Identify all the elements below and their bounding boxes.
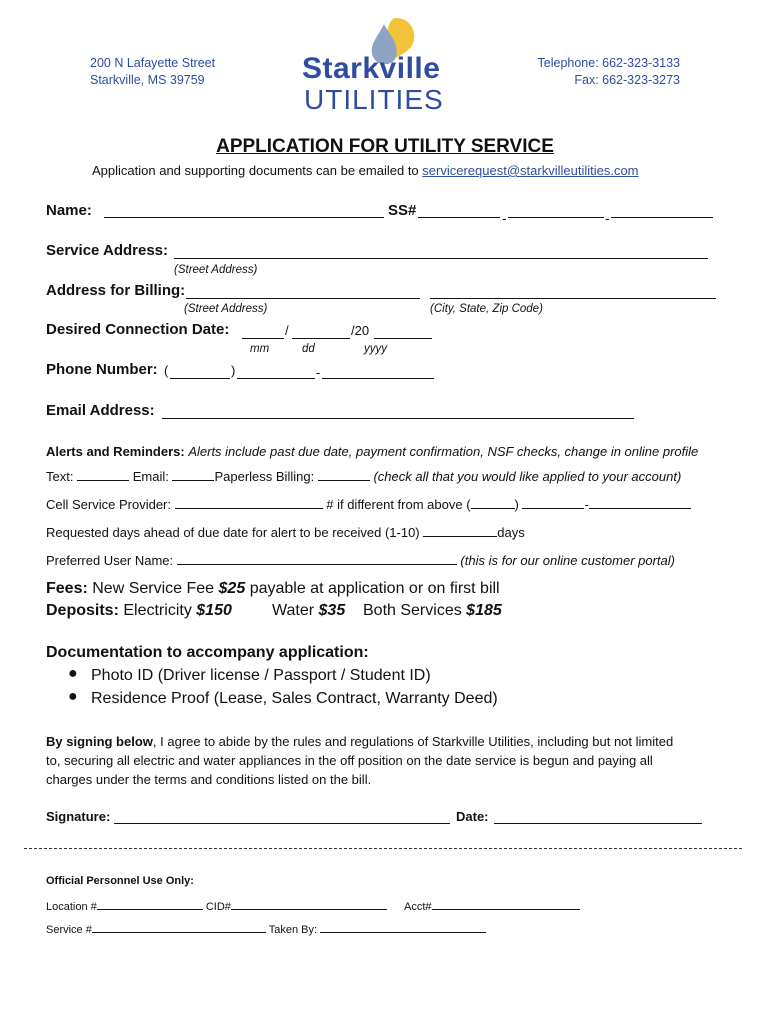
logo-utilities: UTILITIES <box>304 84 444 115</box>
agreement-line-3: charges under the terms and conditions listed on the bill. <box>46 772 372 787</box>
connection-day-field[interactable] <box>292 324 350 339</box>
phone-close-paren: ) <box>231 363 236 378</box>
official-row-2 <box>46 921 486 936</box>
email-field[interactable] <box>162 404 634 419</box>
taken-by-field[interactable] <box>320 921 486 933</box>
documentation-item-2: Residence Proof (Lease, Sales Contract, Warranty Deed) <box>91 690 498 707</box>
alt-line-field[interactable] <box>589 495 691 509</box>
signature-field[interactable] <box>114 810 450 824</box>
company-logo <box>300 14 460 114</box>
service-address-label: Service Address: <box>46 242 169 259</box>
dd-caption: dd <box>302 343 315 355</box>
acct-group <box>404 898 580 913</box>
fees-amount: $25 <box>218 580 246 597</box>
date-twenty: /20 <box>351 323 370 338</box>
fees-tail: payable at application or on first bill <box>249 580 500 597</box>
days-ahead-line <box>46 523 525 540</box>
acct-label: Acct# <box>404 901 432 913</box>
check-note: (check all that you would like applied to your account) <box>373 469 682 484</box>
days-ahead-label: Requested days ahead of due date for alert to be received (1-10) <box>46 525 420 540</box>
preferred-user-line <box>46 551 675 568</box>
paperless-label: Paperless Billing: <box>214 469 315 484</box>
preferred-user-field[interactable] <box>177 551 457 565</box>
agreement-bold: By signing below <box>46 734 153 749</box>
phone-area-field[interactable] <box>170 364 230 379</box>
yyyy-caption: yyyy <box>364 343 387 355</box>
cid-label: CID# <box>205 901 231 913</box>
fees-label: Fees: <box>46 580 88 597</box>
phone-dash: - <box>316 365 321 380</box>
ss-field-2[interactable] <box>508 203 604 218</box>
days-label: days <box>497 525 525 540</box>
phone-prefix-field[interactable] <box>237 364 315 379</box>
name-field[interactable] <box>104 203 384 218</box>
address-line-2: Starkville, MS 39759 <box>90 73 205 87</box>
page-title: APPLICATION FOR UTILITY SERVICE <box>216 136 554 157</box>
connection-month-field[interactable] <box>242 324 284 339</box>
alerts-line <box>46 444 698 459</box>
documentation-item-1: Photo ID (Driver license / Passport / Student ID) <box>91 667 431 684</box>
ss-field-3[interactable] <box>611 203 713 218</box>
electricity-label: Electricity <box>123 602 192 619</box>
phone-line-field[interactable] <box>322 364 434 379</box>
service-number-label: Service # <box>46 924 92 936</box>
alert-options-line <box>46 467 681 484</box>
deposits-label: Deposits: <box>46 602 119 619</box>
official-row-1 <box>46 898 387 913</box>
alerts-heading: Alerts and Reminders: <box>46 444 185 459</box>
address-line-1: 200 N Lafayette Street <box>90 56 216 70</box>
intro-email-link[interactable]: servicerequest@starkvilleutilities.com <box>422 163 639 178</box>
email-alert-label: Email: <box>132 469 169 484</box>
ss-dash: - <box>605 210 610 226</box>
fees-line <box>46 580 500 598</box>
paperless-checkbox-field[interactable] <box>318 467 370 481</box>
text-checkbox-field[interactable] <box>77 467 129 481</box>
service-street-caption: (Street Address) <box>174 264 258 276</box>
intro-text: Application and supporting documents can be emailed to <box>92 163 419 178</box>
cell-provider-field[interactable] <box>175 495 323 509</box>
connection-year-field[interactable] <box>374 324 432 339</box>
bullet-icon: ● <box>68 665 78 682</box>
email-checkbox-field[interactable] <box>172 467 214 481</box>
electricity-amount: $150 <box>196 602 232 619</box>
ss-label: SS# <box>388 202 417 219</box>
both-deposit <box>363 602 502 620</box>
taken-by-label: Taken By: <box>268 924 318 936</box>
email-label: Email Address: <box>46 402 155 419</box>
text-label: Text: <box>46 469 74 484</box>
official-heading: Official Personnel Use Only: <box>46 875 194 887</box>
cell-provider-line: Cell Service Provider: # if different from above ( ) - <box>46 495 691 512</box>
cell-provider-label: Cell Service Provider: <box>46 497 171 512</box>
fees-text: New Service Fee <box>92 580 215 597</box>
service-number-field[interactable] <box>92 921 266 933</box>
agreement-line-1 <box>46 734 673 749</box>
intro-line <box>92 163 639 178</box>
portal-note: (this is for our online customer portal) <box>460 553 675 568</box>
cut-line-divider <box>24 848 742 849</box>
date-label: Date: <box>456 809 489 824</box>
ss-field-1[interactable] <box>418 203 500 218</box>
alt-prefix-field[interactable] <box>522 495 584 509</box>
billing-city-field[interactable] <box>430 284 716 299</box>
water-label: Water <box>272 602 315 619</box>
location-label: Location # <box>46 901 97 913</box>
bullet-icon: ● <box>68 688 78 705</box>
water-deposit <box>272 602 345 620</box>
logo-starkville: Starkville <box>302 52 441 85</box>
water-amount: $35 <box>318 602 346 619</box>
ss-dash: - <box>502 210 507 226</box>
agreement-text-1: , I agree to abide by the rules and regulations of Starkville Utilities, including but not limited <box>152 734 674 749</box>
date-slash: / <box>285 323 289 338</box>
alt-area-field[interactable] <box>471 495 515 509</box>
billing-street-field[interactable] <box>186 284 420 299</box>
mm-caption: mm <box>250 343 270 355</box>
service-address-field[interactable] <box>174 244 708 259</box>
days-ahead-field[interactable] <box>423 523 497 537</box>
name-label: Name: <box>46 202 92 219</box>
connection-date-label: Desired Connection Date: <box>46 321 230 338</box>
phone-label: Phone Number: <box>46 361 158 378</box>
acct-field[interactable] <box>432 898 580 910</box>
alerts-description: Alerts include past due date, payment confirmation, NSF checks, change in online profile <box>188 444 699 459</box>
billing-city-caption: (City, State, Zip Code) <box>430 303 543 315</box>
telephone: Telephone: 662-323-3133 <box>537 56 680 70</box>
agreement-line-2: to, securing all electric and water appliances in the off position on the date service is begun and paying all <box>46 753 653 768</box>
both-label: Both Services <box>363 602 462 619</box>
fax: Fax: 662-323-3273 <box>574 73 680 87</box>
cid-field[interactable] <box>231 898 387 910</box>
if-different-label: # if different from above ( <box>326 497 471 512</box>
both-amount: $185 <box>466 602 502 619</box>
billing-street-caption: (Street Address) <box>184 303 268 315</box>
signature-label: Signature: <box>46 809 111 824</box>
deposits-line <box>46 602 232 620</box>
billing-address-label: Address for Billing: <box>46 282 186 299</box>
documentation-heading: Documentation to accompany application: <box>46 644 369 661</box>
phone-open-paren: ( <box>164 363 169 378</box>
date-field[interactable] <box>494 810 702 824</box>
preferred-user-label: Preferred User Name: <box>46 553 174 568</box>
location-field[interactable] <box>97 898 203 910</box>
